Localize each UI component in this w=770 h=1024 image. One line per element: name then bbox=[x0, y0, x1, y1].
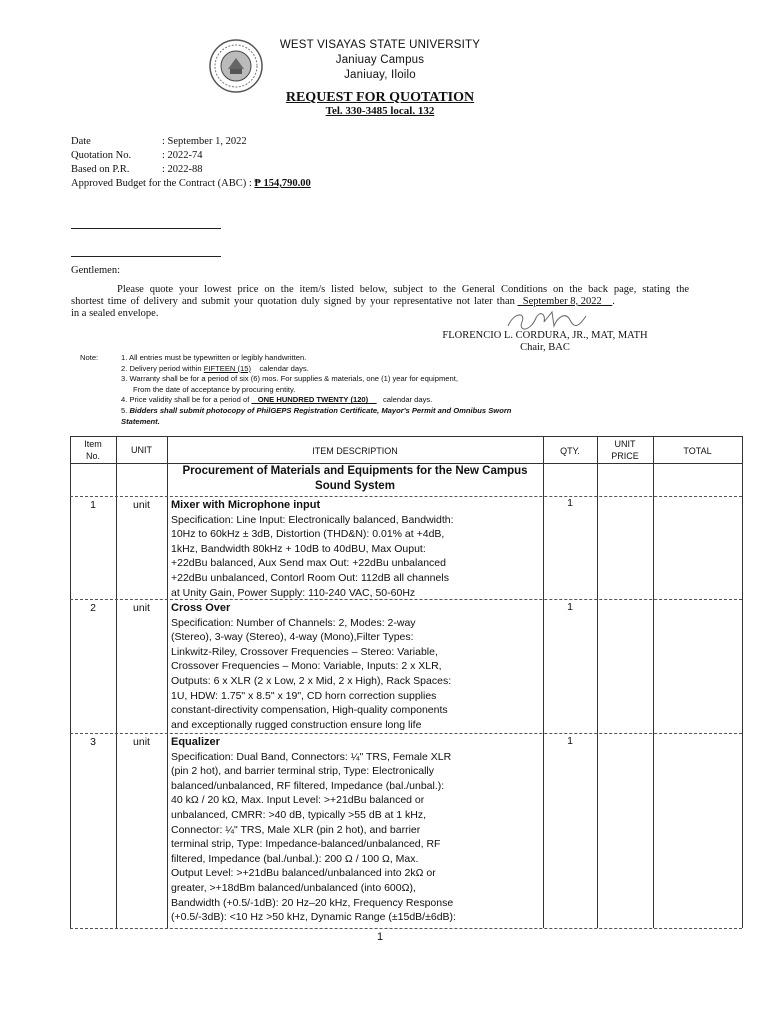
note-4 bbox=[121, 395, 561, 406]
header-unit: UNIT bbox=[131, 445, 152, 455]
spec-line: greater, >+18dBm balanced/unbalanced (into 600Ω), bbox=[171, 881, 416, 894]
university-header bbox=[250, 38, 510, 83]
notes-list bbox=[121, 353, 561, 427]
spec-line: (+0.5/-3dB): <10 Hz >50 kHz, Dynamic Range (±15dB/±6dB): bbox=[171, 911, 456, 924]
addressee-line-1[interactable] bbox=[71, 228, 221, 229]
addressee-line-2[interactable] bbox=[71, 256, 221, 257]
spec-line: (Stereo), 3-way (Stereo), 4-way (Mono),Filter Types: bbox=[171, 631, 414, 644]
spec-line: 1kHz, Bandwidth 80kHz + 10dB to 40dBU, Max Ouput: bbox=[171, 542, 426, 555]
date-label: Date bbox=[71, 136, 91, 147]
item-title: Equalizer bbox=[171, 736, 220, 748]
spec-line: balanced/unbalanced, RF filtered, Impedance (bal./unbal.): bbox=[171, 779, 445, 792]
header-unit-price-line1: UNIT bbox=[614, 439, 636, 449]
pr-value: : 2022-88 bbox=[162, 164, 203, 175]
abc-line bbox=[71, 177, 311, 191]
abc-label: Approved Budget for the Contract (ABC) : bbox=[71, 178, 252, 189]
item-no: 2 bbox=[90, 602, 96, 614]
spec-line: +22dBu balanced, Aux Send max Out: +22dBu unbalanced bbox=[171, 557, 446, 570]
date-value: : September 1, 2022 bbox=[162, 136, 247, 147]
letter-line-3: in a sealed envelope. bbox=[71, 308, 159, 319]
pr-label: Based on P.R. bbox=[71, 164, 130, 175]
item-unit: unit bbox=[133, 736, 150, 748]
table-border bbox=[167, 436, 168, 928]
university-name: WEST VISAYAS STATE UNIVERSITY bbox=[279, 39, 481, 51]
header-qty: QTY. bbox=[560, 446, 580, 456]
table-border bbox=[70, 436, 742, 437]
item-qty: 1 bbox=[567, 601, 573, 613]
signer-title: Chair, BAC bbox=[520, 342, 570, 353]
item-unit: unit bbox=[133, 602, 150, 614]
header-item-no bbox=[70, 438, 116, 462]
item-qty: 1 bbox=[567, 735, 573, 747]
item-description bbox=[171, 498, 541, 600]
item-description bbox=[171, 601, 541, 732]
item-qty: 1 bbox=[567, 497, 573, 509]
note-label: Note: bbox=[80, 353, 99, 362]
section-title bbox=[167, 464, 543, 494]
item-title: Cross Over bbox=[171, 602, 231, 614]
header-item-no-line1: Item bbox=[84, 439, 102, 449]
page-number: 1 bbox=[376, 931, 384, 943]
campus-location: Janiuay, Iloilo bbox=[344, 69, 416, 81]
spec-line: Bandwidth (+0.5/-1dB): 20 Hz–20 kHz, Frequency Response bbox=[171, 896, 454, 909]
quotation-no-label: Quotation No. bbox=[71, 150, 132, 161]
spec-line: and exceptionally rugged construction ensure long life bbox=[171, 718, 422, 731]
note-5-text-cont: Statement. bbox=[121, 416, 160, 426]
letter-line-1-text: Please quote your lowest price on the item/s listed below, subject to the General Conditions on the back page, stating the bbox=[117, 284, 689, 295]
table-border bbox=[653, 436, 654, 928]
spec-line: Specification: Dual Band, Connectors: ¼" TRS, Female XLR bbox=[171, 750, 452, 763]
item-no: 1 bbox=[90, 499, 96, 511]
letter-line-2-text: shortest time of delivery and submit your quotation duly signed by your representative not later than bbox=[71, 296, 515, 307]
spec-line: Specification: Line Input: Electronically balanced, Bandwidth: bbox=[171, 513, 454, 526]
spec-line: Crossover Frequencies – Mono: Variable, Inputs: 2 x XLR, bbox=[171, 660, 442, 673]
item-title: Mixer with Microphone input bbox=[171, 499, 321, 511]
note-3-cont: From the date of acceptance by procuring entity. bbox=[133, 384, 296, 394]
spec-line: Outputs: 6 x XLR (2 x Low, 2 x Mid, 2 x High), Rack Spaces: bbox=[171, 674, 452, 687]
header-total: TOTAL bbox=[683, 446, 712, 456]
telephone-line: Tel. 330-3485 local. 132 bbox=[325, 105, 435, 117]
item-description bbox=[171, 735, 541, 925]
spec-line: Specification: Number of Channels: 2, Modes: 2-way bbox=[171, 616, 416, 629]
note-3: 3. Warranty shall be for a period of six (6) mos. For supplies & materials, one (1) year for equipment, bbox=[121, 374, 458, 384]
spec-line: at Unity Gain, Power Supply: 110-240 VAC, 50-60Hz bbox=[171, 586, 416, 599]
header-item-description: ITEM DESCRIPTION bbox=[312, 446, 398, 456]
note-5-pre: 5. bbox=[121, 405, 130, 415]
quotation-meta bbox=[71, 135, 471, 195]
signer-block bbox=[430, 330, 660, 354]
note-2-post: calendar days. bbox=[251, 363, 309, 373]
note-4-post: calendar days. bbox=[376, 395, 433, 405]
note-4-pre: 4. Price validity shall be for a period of bbox=[121, 395, 252, 405]
document-title: REQUEST FOR QUOTATION bbox=[285, 90, 475, 105]
item-no: 3 bbox=[90, 736, 96, 748]
letter-line-1 bbox=[117, 284, 689, 297]
spec-line: constant-directivity compensation, High-quality components bbox=[171, 704, 448, 717]
table-border bbox=[742, 436, 743, 928]
spec-line: 40 kΩ / 20 kΩ, Max. Input Level: >+21dBu balanced or bbox=[171, 794, 425, 807]
note-1: 1. All entries must be typewritten or legibly handwritten. bbox=[121, 353, 307, 362]
note-5-text: Bidders shall submit photocopy of PhilGEPS Registration Certificate, Mayor's Permit and Omnibus Sworn bbox=[129, 405, 512, 415]
spec-line: unbalanced, CMRR: >40 dB, typically >55 dB at 1 kHz, bbox=[171, 808, 427, 821]
quotation-no-value: : 2022-74 bbox=[162, 150, 203, 161]
item-unit: unit bbox=[133, 499, 150, 511]
header-item-no-line2: No. bbox=[85, 451, 100, 461]
table-border bbox=[70, 496, 742, 497]
campus-name: Janiuay Campus bbox=[335, 54, 425, 66]
spec-line: Linkwitz-Riley, Crossover Frequencies – Stereo: Variable, bbox=[171, 645, 438, 658]
section-title-line1: Procurement of Materials and Equipments for the New Campus bbox=[182, 465, 528, 477]
note-4-days: ONE HUNDRED TWENTY (120) bbox=[251, 395, 377, 405]
spec-line: Connector: ¼" TRS, Male XLR (pin 2 hot), and barrier bbox=[171, 823, 421, 836]
header-unit-price bbox=[597, 438, 653, 462]
salutation: Gentlemen: bbox=[71, 265, 120, 276]
note-5-cont bbox=[121, 417, 561, 428]
section-title-line2: Sound System bbox=[315, 480, 395, 492]
spec-line: +22dBu unbalanced, Contorl Room Out: 112dB all channels bbox=[171, 571, 449, 584]
spec-line: Output Level: >+21dBu balanced/unbalanced into 2kΩ or bbox=[171, 867, 436, 880]
letter-line-2: shortest time of delivery and submit your quotation duly signed by your representative not later than September 8, 2022 . bbox=[71, 296, 615, 307]
note-2-pre: 2. Delivery period within bbox=[121, 363, 204, 373]
table-border bbox=[70, 733, 742, 734]
abc-value: ₱ 154,790.00 bbox=[254, 178, 311, 189]
deadline-date-text: September 8, 2022 bbox=[522, 296, 602, 307]
spec-line: 1U, HDW: 1.75" x 8.5" x 19", CD horn correction supplies bbox=[171, 689, 437, 702]
spec-line: terminal strip, Type: Impedance-balanced/unbalanced, RF bbox=[171, 838, 441, 851]
note-2-days: FIFTEEN (15) bbox=[203, 363, 251, 373]
note-5 bbox=[121, 406, 561, 417]
signer-name: FLORENCIO L. CORDURA, JR., MAT, MATH bbox=[442, 330, 648, 341]
table-border bbox=[597, 436, 598, 928]
note-2 bbox=[121, 364, 561, 375]
spec-line: 10Hz to 60kHz ± 3dB, Distortion (THD&N): 0.01% at +4dB, bbox=[171, 528, 445, 541]
spec-line: (pin 2 hot), and barrier terminal strip, Type: Electronically bbox=[171, 765, 435, 778]
header-unit-price-line2: PRICE bbox=[611, 451, 639, 461]
spec-line: filtered, Impedance (bal./unbal.): 200 Ω / 100 Ω, Max. bbox=[171, 852, 419, 865]
table-border bbox=[70, 928, 742, 929]
